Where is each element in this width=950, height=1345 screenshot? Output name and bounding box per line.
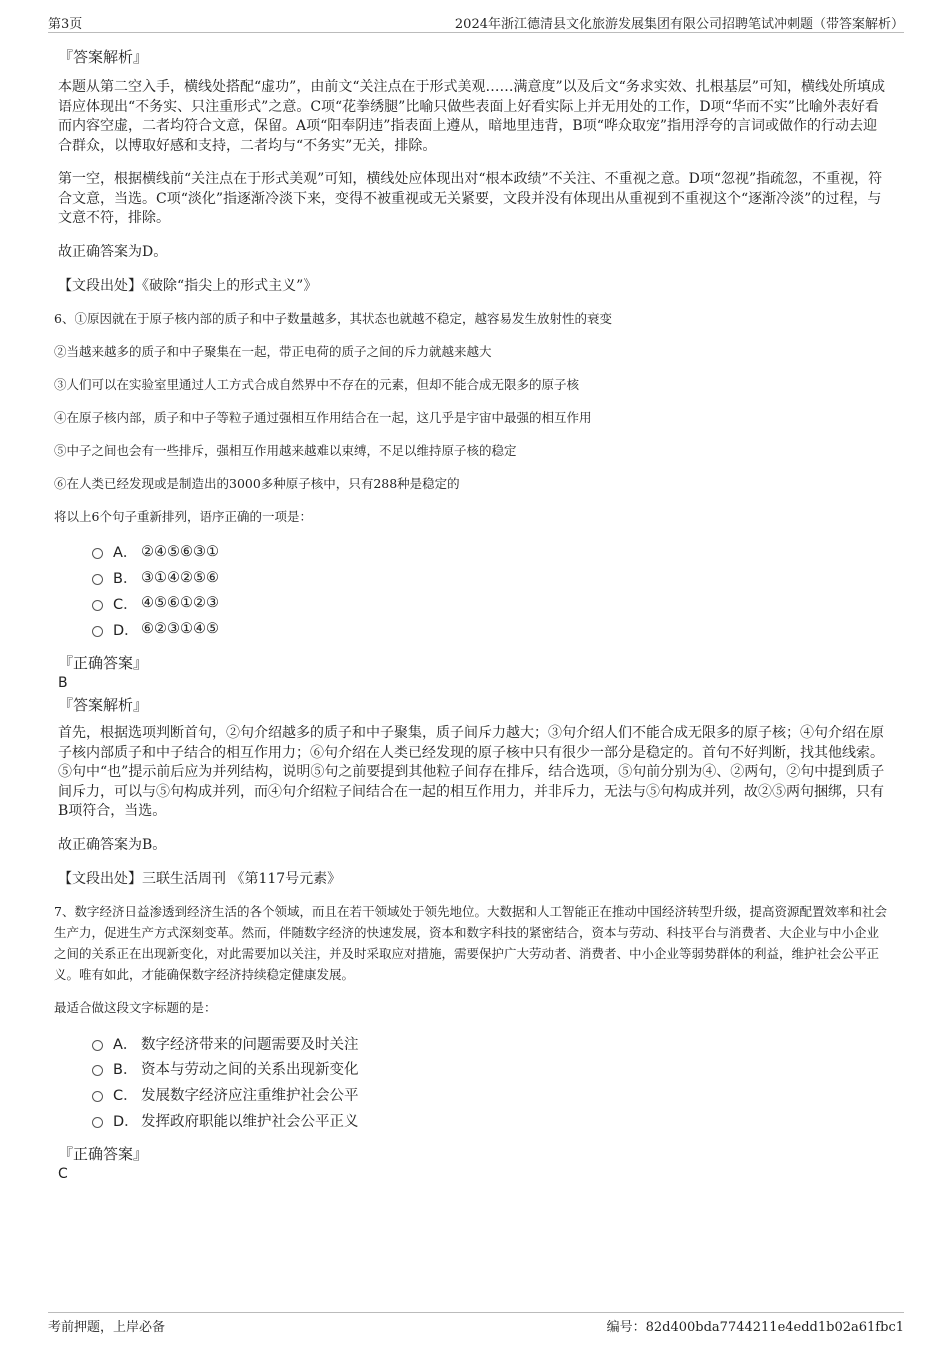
- option-letter: A．: [113, 1036, 138, 1053]
- option-letter: B．: [113, 571, 138, 588]
- option-text: ②④⑤⑥③①: [141, 543, 219, 560]
- page-header: [48, 12, 904, 33]
- analysis-heading: 『答案解析』: [58, 48, 149, 66]
- option-text: 资本与劳动之间的关系出现新变化: [141, 1062, 359, 1079]
- source-citation: 【文段出处】《破除“指尖上的形式主义”》: [58, 278, 318, 294]
- document-id: 编号：82d400bda7744211e4edd1b02a61fbc1: [606, 1320, 904, 1335]
- q6-answer-heading: 『正确答案』: [58, 654, 149, 673]
- radio-icon[interactable]: [92, 626, 103, 637]
- q6-option-a[interactable]: [92, 539, 888, 565]
- q7-answer: C: [58, 1166, 68, 1183]
- q6-sentence-2: ②当越来越多的质子和中子聚集在一起，带正电荷的质子之间的斥力就越来越大: [54, 344, 492, 359]
- q6-option-b[interactable]: [92, 565, 888, 591]
- radio-icon[interactable]: [92, 1040, 103, 1051]
- radio-icon[interactable]: [92, 600, 103, 611]
- q6-sentence-4: ④在原子核内部，质子和中子等粒子通过强相互作用结合在一起，这几乎是宇宙中最强的相互作用: [54, 410, 592, 425]
- analysis-paragraph-1: 本题从第二空入手，横线处搭配“虚功”，由前文“关注点在于形式美观……满意度”以及后文“务求实效、扎根基层”可知，横线处所填成语应体现出“不务实、只注重形式”之意。C项“花拳绣腿”比喻只做些表面上好看实际上并无用处的工作，D项“华而不实”比喻外表好看而内容空虚，二者均符合文意，保留。A项“阳奉阴违”指表面上遵从，暗地里违背，B项“哗众取宠”指用浮夸的言词或做作的行动去迎合群众，以博取好感和支持，二者均与“不务实”无关，排除。: [58, 79, 885, 154]
- option-text: ⑥②③①④⑤: [141, 621, 219, 638]
- q7-answer-heading: 『正确答案』: [58, 1145, 149, 1164]
- radio-icon[interactable]: [92, 574, 103, 585]
- q6-sentence-6: ⑥在人类已经发现或是制造出的3000多种原子核中，只有288种是稳定的: [54, 476, 460, 491]
- option-text: ③①④②⑤⑥: [141, 569, 219, 586]
- option-letter: C．: [113, 1088, 138, 1105]
- option-text: 发挥政府职能以维护社会公平正义: [141, 1113, 359, 1130]
- q7-option-d[interactable]: [92, 1108, 888, 1134]
- radio-icon[interactable]: [92, 1091, 103, 1102]
- question-7: [54, 901, 888, 1133]
- page-footer: [48, 1312, 904, 1335]
- option-letter: D．: [113, 1113, 139, 1130]
- q6-sentence-5: ⑤中子之间也会有一些排斥，强相互作用越来越难以束缚，不足以维持原子核的稳定: [54, 443, 517, 458]
- q7-prompt: 最适合做这段文字标题的是：: [54, 1000, 217, 1016]
- q6-option-c[interactable]: [92, 591, 888, 617]
- radio-icon[interactable]: [92, 1065, 103, 1076]
- q6-source: 【文段出处】三联生活周刊 《第117号元素》: [58, 871, 342, 888]
- q6-conclusion: 故正确答案为B。: [58, 836, 167, 853]
- q6-analysis-heading: 『答案解析』: [58, 696, 149, 715]
- option-letter: D．: [113, 622, 139, 639]
- q6-option-d[interactable]: [92, 616, 888, 642]
- option-text: 发展数字经济应注重维护社会公平: [141, 1088, 359, 1105]
- analysis-conclusion: 故正确答案为D。: [58, 243, 168, 260]
- q6-options: [92, 539, 888, 642]
- document-title: 2024年浙江德清县文化旅游发展集团有限公司招聘笔试冲刺题（带答案解析）: [454, 17, 904, 32]
- footer-slogan: 考前押题，上岸必备: [48, 1320, 166, 1335]
- page-number: 第3页: [48, 17, 83, 32]
- q6-answer: B: [58, 675, 68, 692]
- q7-option-c[interactable]: [92, 1082, 888, 1108]
- option-text: ④⑤⑥①②③: [141, 595, 219, 612]
- analysis-paragraph-2: 第一空，根据横线前“关注点在于形式美观”可知，横线处应体现出对“根本政绩”不关注、不重视之意。D项“忽视”指疏忽，不重视，符合文意，当选。C项“淡化”指逐渐冷淡下来，变得不被重视或无关紧要，文段并没有体现出从重视到不重视这个“逐渐冷淡”的过程，与文意不符，排除。: [58, 171, 883, 226]
- q6-sentence-1: 6、①原因就在于原子核内部的质子和中子数量越多，其状态也就越不稳定，越容易发生放射性的衰变: [54, 311, 612, 326]
- option-text: 数字经济带来的问题需要及时关注: [141, 1036, 359, 1053]
- option-letter: B．: [113, 1062, 138, 1079]
- q7-option-b[interactable]: [92, 1056, 888, 1082]
- q7-option-a[interactable]: [92, 1030, 888, 1056]
- question-6: [54, 308, 888, 642]
- q6-sentence-3: ③人们可以在实验室里通过人工方式合成自然界中不存在的元素，但却不能合成无限多的原子核: [54, 377, 580, 392]
- main-content: [54, 46, 888, 1183]
- radio-icon[interactable]: [92, 1117, 103, 1128]
- radio-icon[interactable]: [92, 548, 103, 559]
- option-letter: C．: [113, 596, 138, 613]
- option-letter: A．: [113, 545, 138, 562]
- q7-stem: 7、数字经济日益渗透到经济生活的各个领域，而且在若干领域处于领先地位。大数据和人工智能正在推动中国经济转型升级，提高资源配置效率和社会生产力，促进生产方式深刻变革。然而，伴随数字经济的快速发展，资本和数字科技的紧密结合，资本与劳动、科技平台与消费者、大企业与中小企业之间的关系正在出现新变化，对此需要加以关注，并及时采取应对措施，需要保护广大劳动者、消费者、中小企业等弱势群体的利益，维护社会公平正义。唯有如此，才能确保数字经济持续稳定健康发展。: [54, 904, 887, 983]
- q6-prompt: 将以上6个句子重新排列，语序正确的一项是：: [54, 509, 312, 524]
- q6-analysis: 首先，根据选项判断首句，②句介绍越多的质子和中子聚集，质子间斥力越大；③句介绍人们不能合成无限多的原子核；④句介绍在原子核内部质子和中子结合的相互作用力；⑥句介绍在人类已经发现的原子核中只有很少一部分是稳定的。首句不好判断，找其他线索。⑤句中“也”提示前后应为并列结构，说明⑤句之前要提到其他粒子间存在排斥，结合选项，⑤句前分别为④、②两句，②句中提到质子间斥力，可以与⑤句构成并列，而④句介绍粒子间结合在一起的相互作用力，并非斥力，无法与⑤句构成并列，故②⑤两句捆绑，只有B项符合，当选。: [58, 725, 885, 820]
- q7-options: [92, 1030, 888, 1133]
